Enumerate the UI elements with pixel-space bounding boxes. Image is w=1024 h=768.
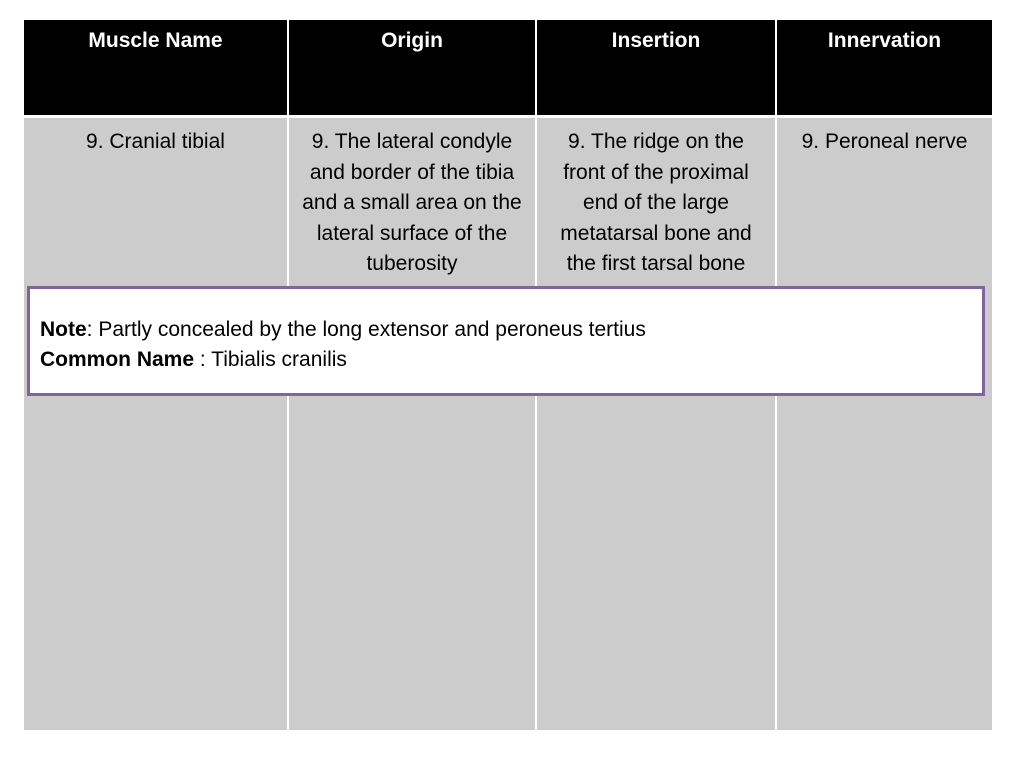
cell-origin: 9. The lateral condyle and border of the tibia and a small area on the lateral surface of the tuberosity: [288, 117, 536, 731]
common-name-line: [40, 345, 972, 375]
table-row: [24, 117, 992, 731]
note-label: Note: [40, 318, 87, 341]
table-header-row: [24, 20, 992, 117]
common-name-label: Common Name: [40, 348, 195, 371]
note-line: [40, 315, 972, 345]
header-insertion: Insertion: [536, 20, 776, 117]
cell-insertion: 9. The ridge on the front of the proximal end of the large metatarsal bone and the first tarsal bone: [536, 117, 776, 731]
common-name-text: : Tibialis cranilis: [194, 348, 347, 371]
header-innervation: Innervation: [776, 20, 992, 117]
header-origin: Origin: [288, 20, 536, 117]
cell-muscle-name: 9. Cranial tibial: [24, 117, 288, 731]
note-box: [27, 286, 985, 396]
header-muscle-name: Muscle Name: [24, 20, 288, 117]
cell-innervation: 9. Peroneal nerve: [776, 117, 992, 731]
note-text: : Partly concealed by the long extensor and peroneus tertius: [86, 318, 646, 341]
